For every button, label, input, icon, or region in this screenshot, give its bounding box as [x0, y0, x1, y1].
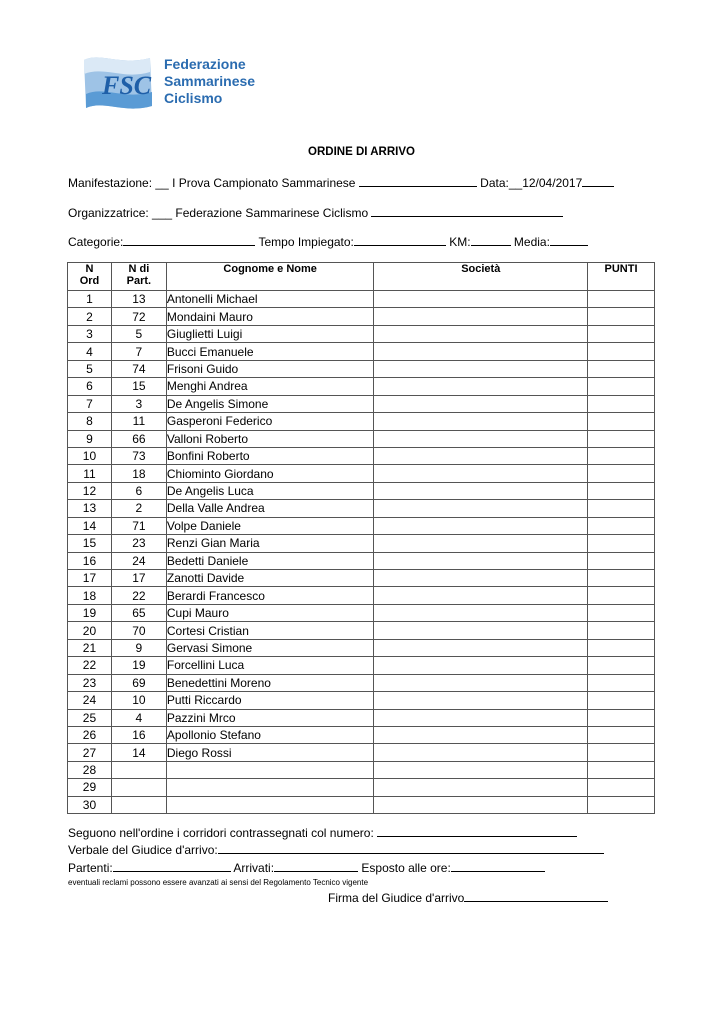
cell-name: Antonelli Michael: [166, 291, 374, 308]
cell-societa: [374, 639, 588, 656]
data-value: 12/04/2017: [522, 176, 583, 190]
manifestazione-blank: [359, 175, 477, 187]
cell-name: Apollonio Stefano: [166, 726, 374, 743]
cell-part: 11: [111, 413, 166, 430]
cell-punti: [588, 500, 655, 517]
cell-societa: [374, 709, 588, 726]
header-name: Cognome e Nome: [166, 263, 374, 291]
cell-name: Bonfini Roberto: [166, 447, 374, 464]
cell-ord: 23: [68, 674, 112, 691]
cell-part: 24: [111, 552, 166, 569]
table-row: [68, 447, 655, 464]
table-row: [68, 761, 655, 778]
organizzatrice-line: [68, 205, 563, 220]
cell-part: 65: [111, 604, 166, 621]
cell-societa: [374, 343, 588, 360]
cell-name: Berardi Francesco: [166, 587, 374, 604]
cell-ord: 3: [68, 325, 112, 342]
cell-societa: [374, 465, 588, 482]
cell-punti: [588, 587, 655, 604]
verbale-blank: [218, 842, 604, 854]
table-row: [68, 744, 655, 761]
cell-name: Bedetti Daniele: [166, 552, 374, 569]
cell-punti: [588, 622, 655, 639]
cell-ord: 10: [68, 447, 112, 464]
table-row: [68, 639, 655, 656]
cell-punti: [588, 360, 655, 377]
cell-name: Putti Riccardo: [166, 692, 374, 709]
table-row: [68, 604, 655, 621]
cell-part: [111, 779, 166, 796]
cell-part: 18: [111, 465, 166, 482]
manifestazione-label: Manifestazione: __: [68, 176, 173, 190]
cell-ord: 26: [68, 726, 112, 743]
logo-line-3: Ciclismo: [164, 90, 223, 106]
cell-punti: [588, 726, 655, 743]
cell-ord: 15: [68, 535, 112, 552]
seguono-line: [68, 825, 577, 840]
cell-societa: [374, 674, 588, 691]
table-row: [68, 622, 655, 639]
svg-text:FSC: FSC: [102, 71, 152, 100]
cell-punti: [588, 744, 655, 761]
cell-punti: [588, 430, 655, 447]
cell-punti: [588, 674, 655, 691]
cell-ord: 16: [68, 552, 112, 569]
cell-part: 73: [111, 447, 166, 464]
cell-societa: [374, 447, 588, 464]
cell-name: [166, 796, 374, 813]
cell-name: Bucci Emanuele: [166, 343, 374, 360]
cell-punti: [588, 570, 655, 587]
cell-punti: [588, 552, 655, 569]
partenti-label: Partenti:: [68, 861, 113, 875]
cell-ord: 11: [68, 465, 112, 482]
cell-part: 23: [111, 535, 166, 552]
page-title: ORDINE DI ARRIVO: [308, 146, 415, 158]
organizzatrice-label: Organizzatrice: ___: [68, 206, 176, 220]
verbale-line: [68, 842, 604, 857]
categorie-label: Categorie:: [68, 235, 124, 249]
cell-societa: [374, 517, 588, 534]
arrivati-blank: [274, 860, 358, 872]
cell-part: 3: [111, 395, 166, 412]
cell-ord: 27: [68, 744, 112, 761]
cell-societa: [374, 360, 588, 377]
header-n-ord: N Ord: [68, 263, 112, 291]
cell-name: Zanotti Davide: [166, 570, 374, 587]
cell-name: Forcellini Luca: [166, 657, 374, 674]
cell-part: 22: [111, 587, 166, 604]
esposto-label: Esposto alle ore:: [361, 861, 451, 875]
cell-name: Della Valle Andrea: [166, 500, 374, 517]
cell-punti: [588, 325, 655, 342]
cell-societa: [374, 552, 588, 569]
fsc-logo: [80, 50, 270, 116]
cell-societa: [374, 622, 588, 639]
cell-societa: [374, 378, 588, 395]
organizzatrice-value: Federazione Sammarinese Ciclismo: [175, 206, 369, 220]
cell-ord: 24: [68, 692, 112, 709]
cell-punti: [588, 535, 655, 552]
media-label: Media:: [513, 235, 550, 249]
cell-ord: 19: [68, 604, 112, 621]
cell-ord: 30: [68, 796, 112, 813]
cell-ord: 13: [68, 500, 112, 517]
header-societa: Società: [374, 263, 588, 291]
cell-part: [111, 761, 166, 778]
cell-ord: 5: [68, 360, 112, 377]
data-blank: [582, 175, 614, 187]
cell-part: 14: [111, 744, 166, 761]
categorie-blank: [123, 234, 255, 246]
cell-name: Diego Rossi: [166, 744, 374, 761]
cell-part: 74: [111, 360, 166, 377]
cell-ord: 29: [68, 779, 112, 796]
table-row: [68, 779, 655, 796]
cell-ord: 22: [68, 657, 112, 674]
cell-name: Renzi Gian Maria: [166, 535, 374, 552]
cell-punti: [588, 291, 655, 308]
tempo-blank: [354, 234, 446, 246]
cell-societa: [374, 692, 588, 709]
cell-punti: [588, 308, 655, 325]
cell-societa: [374, 604, 588, 621]
cell-name: Frisoni Guido: [166, 360, 374, 377]
table-row: [68, 657, 655, 674]
cell-part: 70: [111, 622, 166, 639]
cell-ord: 7: [68, 395, 112, 412]
cell-punti: [588, 639, 655, 656]
logo-line-1: Federazione: [164, 56, 246, 72]
cell-ord: 1: [68, 291, 112, 308]
table-row: [68, 726, 655, 743]
partenti-line: [68, 860, 545, 875]
cell-name: Menghi Andrea: [166, 378, 374, 395]
cell-ord: 2: [68, 308, 112, 325]
results-table: [67, 262, 655, 814]
cell-ord: 21: [68, 639, 112, 656]
cell-ord: 25: [68, 709, 112, 726]
table-row: [68, 692, 655, 709]
cell-name: [166, 779, 374, 796]
verbale-label: Verbale del Giudice d'arrivo:: [68, 843, 218, 857]
table-header-row: [68, 263, 655, 291]
firma-blank: [464, 890, 608, 902]
cell-societa: [374, 308, 588, 325]
table-row: [68, 482, 655, 499]
table-row: [68, 413, 655, 430]
cell-societa: [374, 726, 588, 743]
cell-punti: [588, 517, 655, 534]
firma-label: Firma del Giudice d'arrivo: [328, 891, 465, 905]
table-row: [68, 430, 655, 447]
cell-ord: 20: [68, 622, 112, 639]
cell-punti: [588, 395, 655, 412]
data-label: Data:__: [480, 176, 523, 190]
km-blank: [471, 234, 511, 246]
table-row: [68, 587, 655, 604]
logo-wordmark: [164, 56, 255, 107]
cell-name: Volpe Daniele: [166, 517, 374, 534]
cell-societa: [374, 413, 588, 430]
cell-punti: [588, 761, 655, 778]
cell-societa: [374, 761, 588, 778]
partenti-blank: [113, 860, 231, 872]
cell-part: 2: [111, 500, 166, 517]
cell-punti: [588, 657, 655, 674]
cell-name: Mondaini Mauro: [166, 308, 374, 325]
table-row: [68, 709, 655, 726]
cell-ord: 4: [68, 343, 112, 360]
table-row: [68, 465, 655, 482]
cell-name: Valloni Roberto: [166, 430, 374, 447]
cell-name: Pazzini Mrco: [166, 709, 374, 726]
cell-ord: 6: [68, 378, 112, 395]
cell-part: [111, 796, 166, 813]
cell-punti: [588, 692, 655, 709]
cell-punti: [588, 482, 655, 499]
table-row: [68, 674, 655, 691]
cell-name: Giuglietti Luigi: [166, 325, 374, 342]
table-row: [68, 570, 655, 587]
cell-punti: [588, 465, 655, 482]
table-row: [68, 325, 655, 342]
cell-part: 5: [111, 325, 166, 342]
cell-punti: [588, 447, 655, 464]
cell-societa: [374, 779, 588, 796]
cell-part: 69: [111, 674, 166, 691]
cell-part: 6: [111, 482, 166, 499]
seguono-label: Seguono nell'ordine i corridori contrassegnati col numero:: [68, 826, 374, 840]
table-row: [68, 517, 655, 534]
arrivati-label: Arrivati:: [233, 861, 275, 875]
table-row: [68, 500, 655, 517]
reclami-note: eventuali reclami possono essere avanzati ai sensi del Regolamento Tecnico vigente: [68, 878, 369, 887]
cell-punti: [588, 779, 655, 796]
table-row: [68, 343, 655, 360]
cell-punti: [588, 796, 655, 813]
esposto-blank: [451, 860, 545, 872]
cell-punti: [588, 709, 655, 726]
manifestazione-value: I Prova Campionato Sammarinese: [172, 176, 356, 190]
cell-ord: 12: [68, 482, 112, 499]
tempo-label: Tempo Impiegato:: [258, 235, 354, 249]
table-row: [68, 395, 655, 412]
cell-part: 4: [111, 709, 166, 726]
cell-ord: 9: [68, 430, 112, 447]
cell-part: 15: [111, 378, 166, 395]
cell-name: Cortesi Cristian: [166, 622, 374, 639]
cell-part: 10: [111, 692, 166, 709]
table-row: [68, 796, 655, 813]
cell-name: De Angelis Simone: [166, 395, 374, 412]
organizzatrice-blank: [371, 205, 563, 217]
cell-societa: [374, 395, 588, 412]
cell-part: 13: [111, 291, 166, 308]
cell-punti: [588, 343, 655, 360]
cell-societa: [374, 796, 588, 813]
cell-punti: [588, 413, 655, 430]
media-blank: [550, 234, 588, 246]
cell-ord: 8: [68, 413, 112, 430]
cell-part: 9: [111, 639, 166, 656]
cell-part: 66: [111, 430, 166, 447]
table-row: [68, 552, 655, 569]
cell-societa: [374, 657, 588, 674]
cell-name: Cupi Mauro: [166, 604, 374, 621]
manifestazione-line: [68, 175, 614, 190]
table-row: [68, 360, 655, 377]
table-row: [68, 308, 655, 325]
cell-name: Gasperoni Federico: [166, 413, 374, 430]
cell-ord: 14: [68, 517, 112, 534]
header-n-part: N di Part.: [111, 263, 166, 291]
cell-part: 7: [111, 343, 166, 360]
cell-societa: [374, 325, 588, 342]
cell-societa: [374, 744, 588, 761]
table-row: [68, 291, 655, 308]
firma-line: [328, 890, 608, 905]
table-row: [68, 535, 655, 552]
cell-name: Benedettini Moreno: [166, 674, 374, 691]
cell-name: De Angelis Luca: [166, 482, 374, 499]
cell-part: 72: [111, 308, 166, 325]
flag-logo-icon: [80, 50, 160, 116]
cell-societa: [374, 570, 588, 587]
cell-societa: [374, 430, 588, 447]
cell-societa: [374, 482, 588, 499]
cell-part: 19: [111, 657, 166, 674]
km-label: KM:: [449, 235, 471, 249]
cell-name: Chiominto Giordano: [166, 465, 374, 482]
table-row: [68, 378, 655, 395]
cell-punti: [588, 604, 655, 621]
categorie-line: [68, 234, 588, 249]
cell-ord: 18: [68, 587, 112, 604]
header-punti: PUNTI: [588, 263, 655, 291]
cell-part: 17: [111, 570, 166, 587]
cell-ord: 28: [68, 761, 112, 778]
cell-part: 71: [111, 517, 166, 534]
cell-part: 16: [111, 726, 166, 743]
cell-ord: 17: [68, 570, 112, 587]
cell-societa: [374, 291, 588, 308]
cell-societa: [374, 500, 588, 517]
cell-punti: [588, 378, 655, 395]
cell-name: Gervasi Simone: [166, 639, 374, 656]
cell-name: [166, 761, 374, 778]
cell-societa: [374, 587, 588, 604]
seguono-blank: [377, 825, 577, 837]
logo-line-2: Sammarinese: [164, 73, 256, 89]
cell-societa: [374, 535, 588, 552]
